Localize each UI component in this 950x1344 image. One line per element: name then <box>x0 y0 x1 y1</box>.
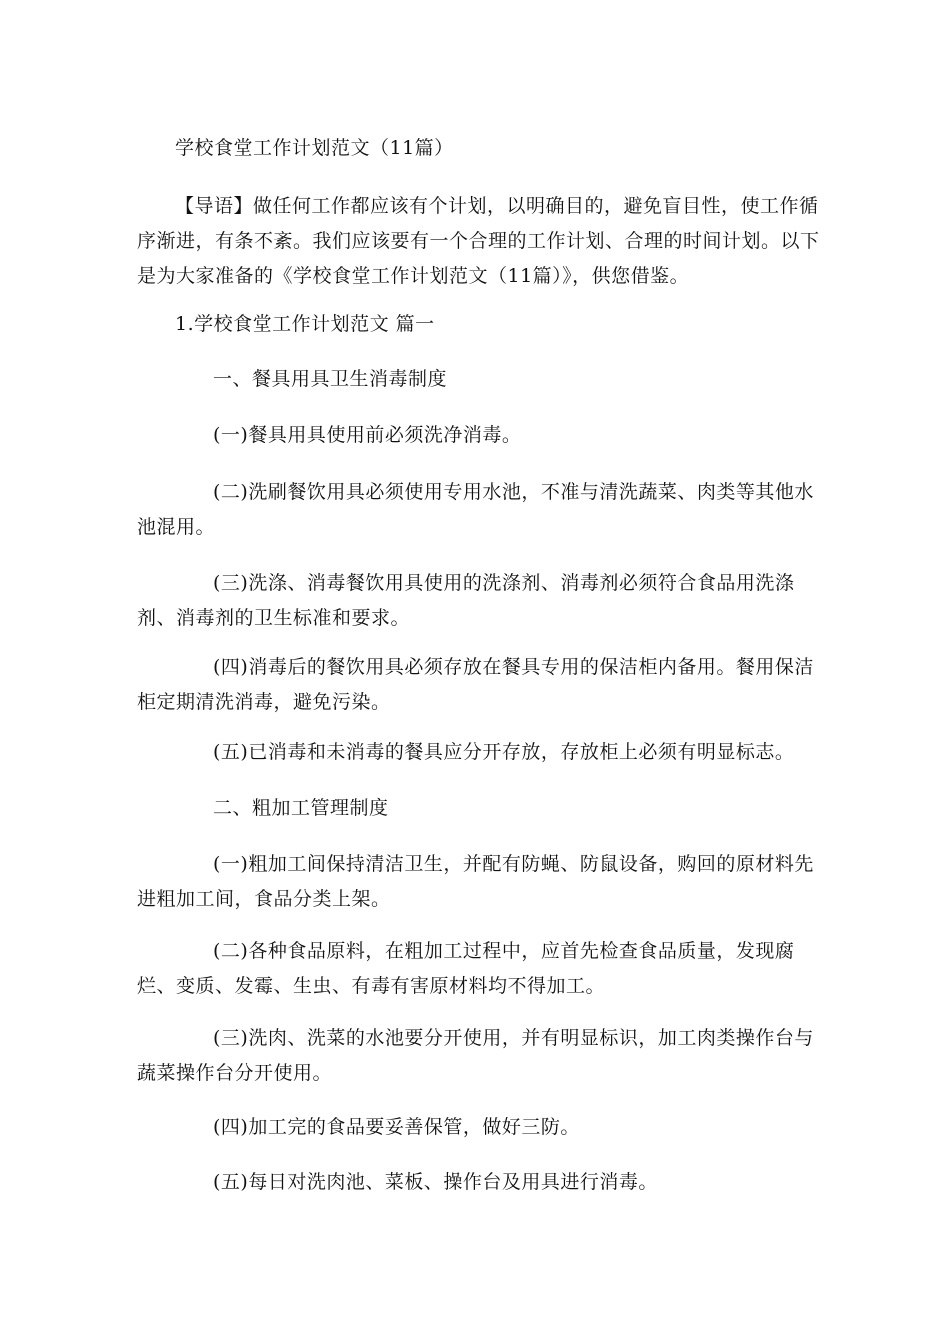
section1-item-2: (二)洗刷餐饮用具必须使用专用水池，不准与清洗蔬菜、肉类等其他水池混用。 <box>137 481 814 538</box>
article-heading: 1.学校食堂工作计划范文 篇一 <box>175 313 435 335</box>
section2-item-4: (四)加工完的食品要妥善保管，做好三防。 <box>213 1116 580 1138</box>
section2-item-2: (二)各种食品原料，在粗加工过程中，应首先检查食品质量，发现腐烂、变质、发霉、生虫、有毒有害原材料均不得加工。 <box>137 940 795 997</box>
section-heading-1: 一、餐具用具卫生消毒制度 <box>213 368 448 390</box>
section1-item-5: (五)已消毒和未消毒的餐具应分开存放，存放柜上必须有明显标志。 <box>213 741 795 763</box>
section1-item-1: (一)餐具用具使用前必须洗净消毒。 <box>213 424 522 446</box>
section1-item-3: (三)洗涤、消毒餐饮用具使用的洗涤剂、消毒剂必须符合食品用洗涤剂、消毒剂的卫生标准和要求。 <box>137 572 795 629</box>
section1-item-4: (四)消毒后的餐饮用具必须存放在餐具专用的保洁柜内备用。餐用保洁柜定期清洗消毒，避免污染。 <box>137 656 814 713</box>
section2-item-3: (三)洗肉、洗菜的水池要分开使用，并有明显标识，加工肉类操作台与蔬菜操作台分开使用。 <box>137 1027 814 1084</box>
section-heading-2: 二、粗加工管理制度 <box>213 797 389 819</box>
section2-item-5: (五)每日对洗肉池、菜板、操作台及用具进行消毒。 <box>213 1171 658 1193</box>
section2-item-1: (一)粗加工间保持清洁卫生，并配有防蝇、防鼠设备，购回的原材料先进粗加工间，食品分类上架。 <box>137 853 814 910</box>
intro-paragraph: 【导语】做任何工作都应该有个计划，以明确目的，避免盲目性，使工作循序渐进，有条不紊。我们应该要有一个合理的工作计划、合理的时间计划。以下是为大家准备的《学校食堂工作计划范文（11篇）》，供您借鉴。 <box>137 195 820 287</box>
document-title: 学校食堂工作计划范文（11篇） <box>175 137 454 159</box>
